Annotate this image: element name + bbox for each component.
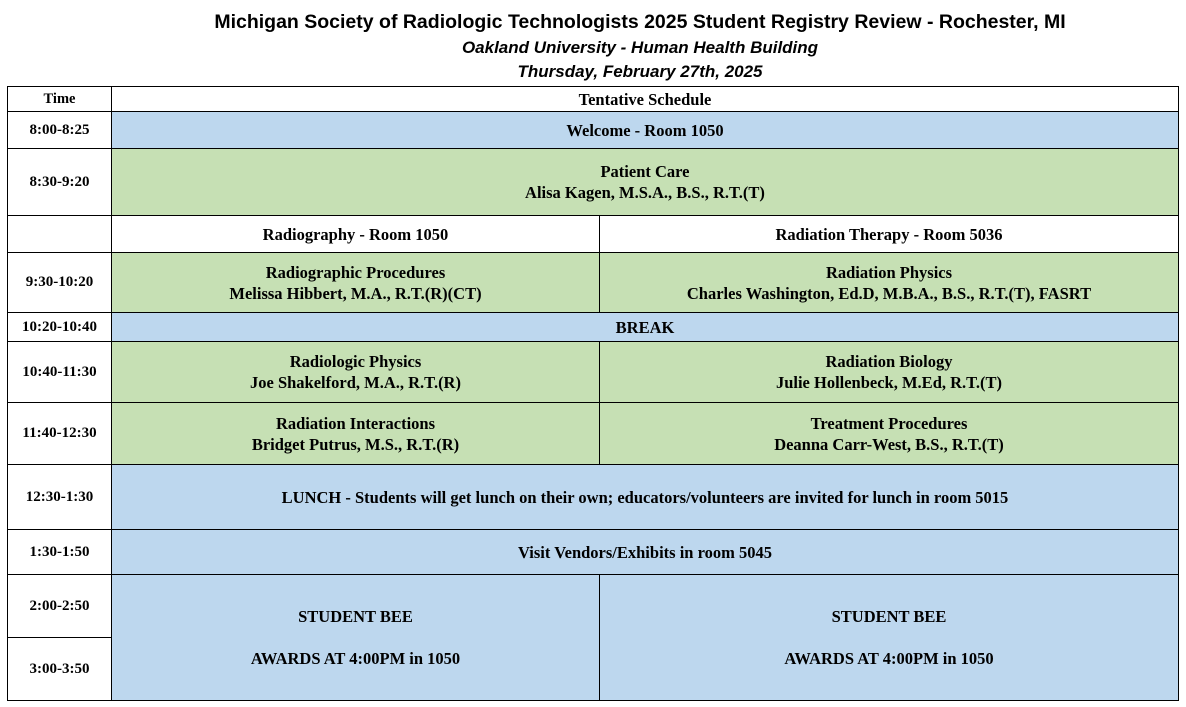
session-title: Radiation Biology <box>825 352 953 371</box>
table-row <box>8 530 1179 575</box>
column-header-schedule: Tentative Schedule <box>112 87 1179 112</box>
schedule-table <box>7 86 1179 701</box>
session-presenter: Deanna Carr-West, B.S., R.T.(T) <box>774 434 1004 454</box>
time-cell: 8:00-8:25 <box>8 112 112 149</box>
session-welcome: Welcome - Room 1050 <box>112 112 1179 149</box>
session-note: AWARDS AT 4:00PM in 1050 <box>784 649 994 668</box>
time-cell: 8:30-9:20 <box>8 149 112 216</box>
session-vendors: Visit Vendors/Exhibits in room 5045 <box>112 530 1179 575</box>
time-cell: 3:00-3:50 <box>8 638 112 701</box>
session-presenter: Melissa Hibbert, M.A., R.T.(R)(CT) <box>229 283 482 303</box>
session-radiation-biology <box>600 342 1179 403</box>
track-radiation-therapy: Radiation Therapy - Room 5036 <box>600 216 1179 253</box>
table-row <box>8 313 1179 342</box>
table-row <box>8 575 1179 638</box>
page-title: Michigan Society of Radiologic Technologists 2025 Student Registry Review - Rochester, MI <box>214 11 1066 33</box>
session-title: Radiologic Physics <box>289 352 422 371</box>
table-header-row <box>8 87 1179 112</box>
session-title: STUDENT BEE <box>831 607 947 626</box>
time-cell-empty <box>8 216 112 253</box>
session-student-bee-left <box>112 575 600 701</box>
table-row <box>8 149 1179 216</box>
session-title: Radiographic Procedures <box>265 262 446 282</box>
session-radiation-interactions <box>112 403 600 465</box>
venue-subtitle: Oakland University - Human Health Building <box>461 38 819 57</box>
table-row <box>8 342 1179 403</box>
table-row <box>8 403 1179 465</box>
session-title: Treatment Procedures <box>810 413 968 433</box>
session-note: AWARDS AT 4:00PM in 1050 <box>250 649 461 668</box>
session-title: Patient Care <box>600 162 690 181</box>
session-student-bee-right <box>600 575 1179 701</box>
session-break: BREAK <box>112 313 1179 342</box>
time-cell: 10:40-11:30 <box>8 342 112 403</box>
session-presenter: Alisa Kagen, M.S.A., B.S., R.T.(T) <box>525 183 765 202</box>
track-header-row <box>8 216 1179 253</box>
session-presenter: Bridget Putrus, M.S., R.T.(R) <box>251 434 460 454</box>
session-treatment-procedures <box>600 403 1179 465</box>
session-title: Radiation Interactions <box>275 413 436 433</box>
session-presenter: Joe Shakelford, M.A., R.T.(R) <box>250 373 461 392</box>
date-subtitle: Thursday, February 27th, 2025 <box>517 62 763 81</box>
time-cell: 1:30-1:50 <box>8 530 112 575</box>
session-lunch: LUNCH - Students will get lunch on their own; educators/volunteers are invited for lunch in room 5015 <box>112 465 1179 530</box>
session-patient-care <box>112 149 1179 216</box>
session-radiologic-physics <box>112 342 600 403</box>
track-radiography: Radiography - Room 1050 <box>112 216 600 253</box>
session-title: STUDENT BEE <box>298 607 413 626</box>
time-cell: 9:30-10:20 <box>8 253 112 313</box>
session-presenter: Charles Washington, Ed.D, M.B.A., B.S., R.T.(T), FASRT <box>686 283 1092 303</box>
session-radiographic-procedures <box>112 253 600 313</box>
session-presenter: Julie Hollenbeck, M.Ed, R.T.(T) <box>775 373 1003 392</box>
session-radiation-physics <box>600 253 1179 313</box>
session-title: Radiation Physics <box>825 262 953 282</box>
table-row <box>8 112 1179 149</box>
table-row <box>8 465 1179 530</box>
table-row <box>8 253 1179 313</box>
column-header-time: Time <box>8 87 112 112</box>
time-cell: 11:40-12:30 <box>8 403 112 465</box>
time-cell: 2:00-2:50 <box>8 575 112 638</box>
time-cell: 12:30-1:30 <box>8 465 112 530</box>
time-cell: 10:20-10:40 <box>8 313 112 342</box>
